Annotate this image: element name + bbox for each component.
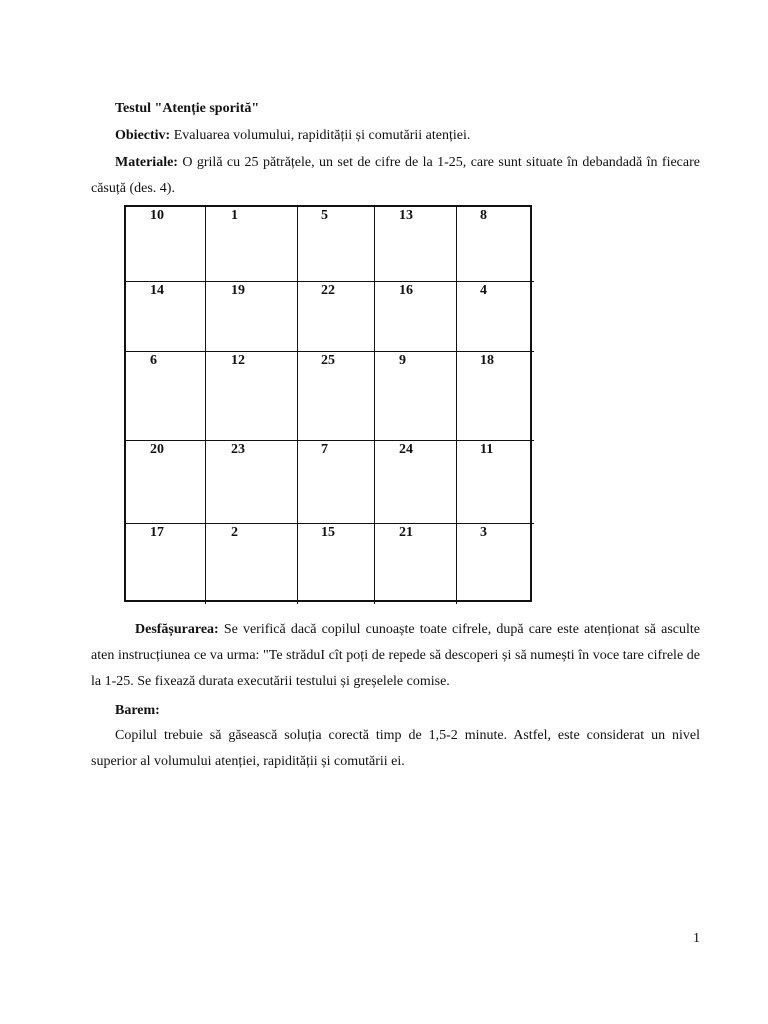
- grid-cell: 5: [298, 207, 375, 282]
- grid-cell: 18: [457, 352, 534, 441]
- grid-cell: 14: [126, 282, 206, 352]
- grid-cell: 19: [206, 282, 298, 352]
- grid-cell: 3: [480, 525, 487, 540]
- materials-text: O grilă cu 25 pătrățele, un set de cifre de la 1-25, care sunt situate în debandadă în fiecare căsuță (des. 4).: [91, 155, 700, 196]
- grid-cell: 15: [298, 524, 375, 604]
- barem-heading: Barem:: [115, 703, 160, 718]
- materials-paragraph: [91, 150, 700, 202]
- procedure-paragraph: [91, 617, 700, 695]
- grid-cell: 9: [375, 352, 457, 441]
- grid-cell: 17: [126, 524, 206, 604]
- grid-cell: 16: [375, 282, 457, 352]
- grid-cell: 24: [375, 441, 457, 524]
- grid-cell: 10: [126, 207, 206, 282]
- grid-cell: 4: [457, 282, 534, 352]
- barem-paragraph: Copilul trebuie să găsească soluția corectă timp de 1,5-2 minute. Astfel, este considerat un nivel superior al volumului atenției, rapidității și comutării ei.: [91, 728, 700, 769]
- grid-cell: 25: [298, 352, 375, 441]
- document-title: Testul "Atenție sporită": [115, 101, 260, 116]
- grid-cell: 12: [206, 352, 298, 441]
- grid-cell: 20: [126, 441, 206, 524]
- objective-paragraph: [115, 123, 724, 149]
- procedure-text: Se verifică dacă copilul cunoaște toate cifrele, după care este atenționat să asculte aten instrucțiunea ce va urma: "Te străduI cît poți de repede să descoperi și să numești în voce tare cifrele de la 1-25. Se fixează durata executării testului și greșelele comise.: [91, 622, 700, 689]
- number-grid: [124, 205, 532, 602]
- page-number: 1: [693, 931, 700, 946]
- grid-cell: 6: [126, 352, 206, 441]
- materials-label: Materiale:: [115, 155, 178, 170]
- grid-cell: 13: [375, 207, 457, 282]
- objective-text: Evaluarea volumului, rapidității și comutării atenției.: [170, 128, 471, 143]
- grid-cell: 7: [298, 441, 375, 524]
- grid-cell: 23: [206, 441, 298, 524]
- grid-cell: 21: [375, 524, 457, 604]
- grid-cell: 2: [206, 524, 298, 604]
- objective-label: Obiectiv:: [115, 128, 171, 143]
- grid-cell: 22: [298, 282, 375, 352]
- procedure-label: Desfășurarea:: [135, 622, 219, 637]
- grid-cell: 11: [457, 441, 534, 524]
- grid-cell: 1: [206, 207, 298, 282]
- grid-cell: 8: [457, 207, 534, 282]
